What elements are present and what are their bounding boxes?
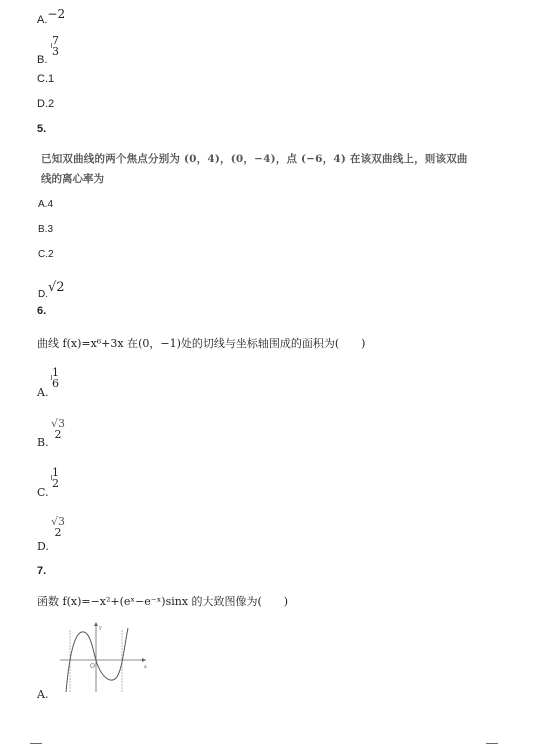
fraction-numerator: 1 (52, 466, 59, 479)
fraction-denominator: 2 (54, 526, 62, 539)
fraction-denominator: 6 (52, 377, 59, 390)
page-bottom-right-mark (486, 743, 498, 744)
fraction-numerator: √3 (51, 417, 66, 430)
fraction-denominator: 2 (52, 477, 59, 490)
q4-option-b-fraction (52, 35, 59, 57)
fraction-numerator: √3 (51, 515, 66, 528)
q4-option-a-value: −2 (47, 7, 66, 21)
q4-option-c: C.1 (37, 73, 55, 85)
q6-number: 6. (37, 305, 47, 317)
q4-option-b-label: B. (37, 54, 48, 66)
q5-stem-line1: 已知双曲线的两个焦点分别为 (0，4)，(0，−4)，点 (−6，4) 在该双曲线上，则该双曲 (41, 153, 468, 165)
q6-option-c-label: C. (37, 486, 49, 499)
q6-option-b-label: B. (37, 436, 49, 449)
fraction-tick (51, 475, 52, 480)
q7-option-a-graph (58, 618, 150, 694)
q6-option-a-fraction (52, 367, 59, 389)
q4-option-a (37, 7, 66, 26)
fraction-denominator: 3 (52, 45, 59, 58)
fraction-numerator: 1 (52, 366, 59, 379)
q5-number: 5. (37, 123, 47, 135)
q6-option-d-label: D. (37, 540, 49, 553)
graph-y-label: y (99, 625, 102, 631)
fraction-tick (51, 43, 52, 48)
graph-x-label: x (144, 664, 147, 670)
q4-option-a-label: A. (37, 14, 48, 26)
fraction-tick (51, 375, 52, 380)
q5-stem-line2: 线的离心率为 (41, 173, 104, 185)
fraction-numerator: 7 (52, 34, 59, 47)
q6-option-d-fraction (51, 516, 65, 538)
q6-stem: 曲线 f(x)=x⁶+3x 在(0，−1)处的切线与坐标轴围成的面积为( ) (37, 337, 366, 350)
q7-option-a-label: A. (37, 688, 49, 701)
q6-option-b-fraction (51, 418, 65, 440)
fraction-denominator: 2 (54, 428, 62, 441)
q7-number: 7. (37, 565, 47, 577)
q5-option-a: A.4 (38, 199, 54, 210)
page-bottom-left-mark (30, 743, 42, 744)
q5-option-d-label: D. (38, 289, 48, 300)
x-axis-arrow-icon (142, 658, 146, 662)
q7-stem: 函数 f(x)=−x²+(eˣ−e⁻ˣ)sinx 的大致图像为( ) (37, 595, 289, 608)
q6-option-c-fraction (52, 467, 59, 489)
q5-option-b: B.3 (38, 224, 54, 235)
q4-option-d: D.2 (37, 98, 55, 110)
q5-option-c: C.2 (38, 249, 54, 260)
q5-option-d-value: √2 (48, 280, 65, 295)
q6-option-a-label: A. (37, 386, 49, 399)
q5-option-d (38, 276, 65, 300)
graph-origin-label: O (90, 663, 95, 670)
y-axis-arrow-icon (94, 622, 98, 626)
